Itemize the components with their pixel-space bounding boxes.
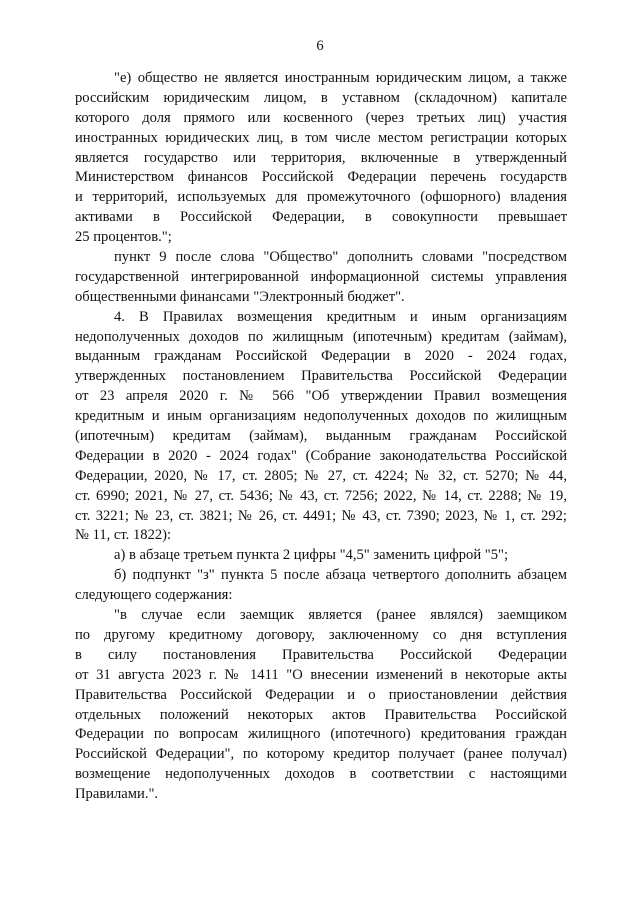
- document-body: [75, 69, 567, 805]
- text-line: ст. 6990; 2021, № 27, ст. 5436; № 43, ст. 7256; 2022, № 14, ст. 2288; № 19,: [75, 487, 567, 504]
- text-line: "е) общество не является иностранным юридическим лицом, а также: [114, 70, 567, 86]
- text-line: отдельных положений некоторых актов Правительства Российской: [75, 706, 567, 723]
- text-line: общественными финансами "Электронный бюджет".: [75, 288, 405, 305]
- text-line: Министерством финансов Российской Федерации перечень государств: [75, 169, 567, 186]
- text-line: а) в абзаце третьем пункта 2 цифры "4,5" заменить цифрой "5";: [114, 547, 509, 564]
- text-line: кредитным и иным организациям недополученных доходов по жилищным: [75, 408, 567, 425]
- text-line: российским юридическим лицом, в уставном (складочном) капитале: [75, 89, 567, 106]
- text-line: 4. В Правилах возмещения кредитным и иным организациям: [114, 308, 567, 325]
- text-line: пункт 9 после слова "Общество" дополнить словами "посредством: [114, 249, 567, 266]
- text-line: от 23 апреля 2020 г. № 566 "Об утверждении Правил возмещения: [75, 388, 567, 405]
- text-line: "в случае если заемщик является (ранее являлся) заемщиком: [114, 607, 567, 624]
- text-line: ст. 3221; № 23, ст. 3821; № 26, ст. 4491; № 43, ст. 7390; 2023, № 1, ст. 292;: [75, 507, 567, 524]
- text-line: 25 процентов.";: [75, 229, 172, 246]
- text-line: Правилами.".: [75, 786, 159, 803]
- text-line: государственной интегрированной информационной системы управления: [75, 268, 567, 285]
- text-line: (ипотечным) кредитам (займам), выданным гражданам Российской: [75, 428, 567, 445]
- text-line: недополученных доходов по жилищным (ипотечным) кредитам (займам),: [75, 328, 567, 345]
- text-line: Федерации, 2020, № 17, ст. 2805; № 27, ст. 4224; № 32, ст. 5270; № 44,: [75, 467, 567, 484]
- text-line: Федерации в 2020 - 2024 годах" (Собрание законодательства Российской: [75, 447, 567, 464]
- page-number: 6: [316, 38, 324, 54]
- text-line: Российской Федерации", по которому кредитор получает (ранее получал): [75, 746, 567, 763]
- text-line: № 11, ст. 1822):: [75, 527, 172, 544]
- text-line: утвержденных постановлением Правительства Российской Федерации: [75, 368, 567, 385]
- text-line: от 31 августа 2023 г. № 1411 "О внесении изменений в некоторые акты: [75, 666, 567, 683]
- text-line: следующего содержания:: [75, 587, 233, 604]
- text-line: и территорий, используемых для промежуточного (офшорного) владения: [75, 189, 567, 206]
- text-line: активами в Российской Федерации, в совокупности превышает: [75, 209, 567, 226]
- text-line: иностранных юридических лиц, в том числе местом регистрации которых: [75, 129, 567, 146]
- text-line: б) подпункт "з" пункта 5 после абзаца четвертого дополнить абзацем: [114, 567, 567, 584]
- text-line: является государство или территория, включенные в утвержденный: [75, 149, 567, 166]
- text-line: выданным гражданам Российской Федерации в 2020 - 2024 годах,: [75, 348, 567, 365]
- text-line: Федерации по вопросам жилищного (ипотечного) кредитования граждан: [75, 726, 567, 743]
- text-line: которого доля прямого или косвенного (через третьих лиц) участия: [75, 109, 567, 126]
- text-line: Правительства Российской Федерации и о приостановлении действия: [75, 686, 567, 703]
- text-line: по другому кредитному договору, заключенному со дня вступления: [75, 626, 567, 643]
- text-line: в силу постановления Правительства Российской Федерации: [75, 646, 567, 663]
- text-line: возмещение недополученных доходов в соответствии с настоящими: [75, 766, 567, 783]
